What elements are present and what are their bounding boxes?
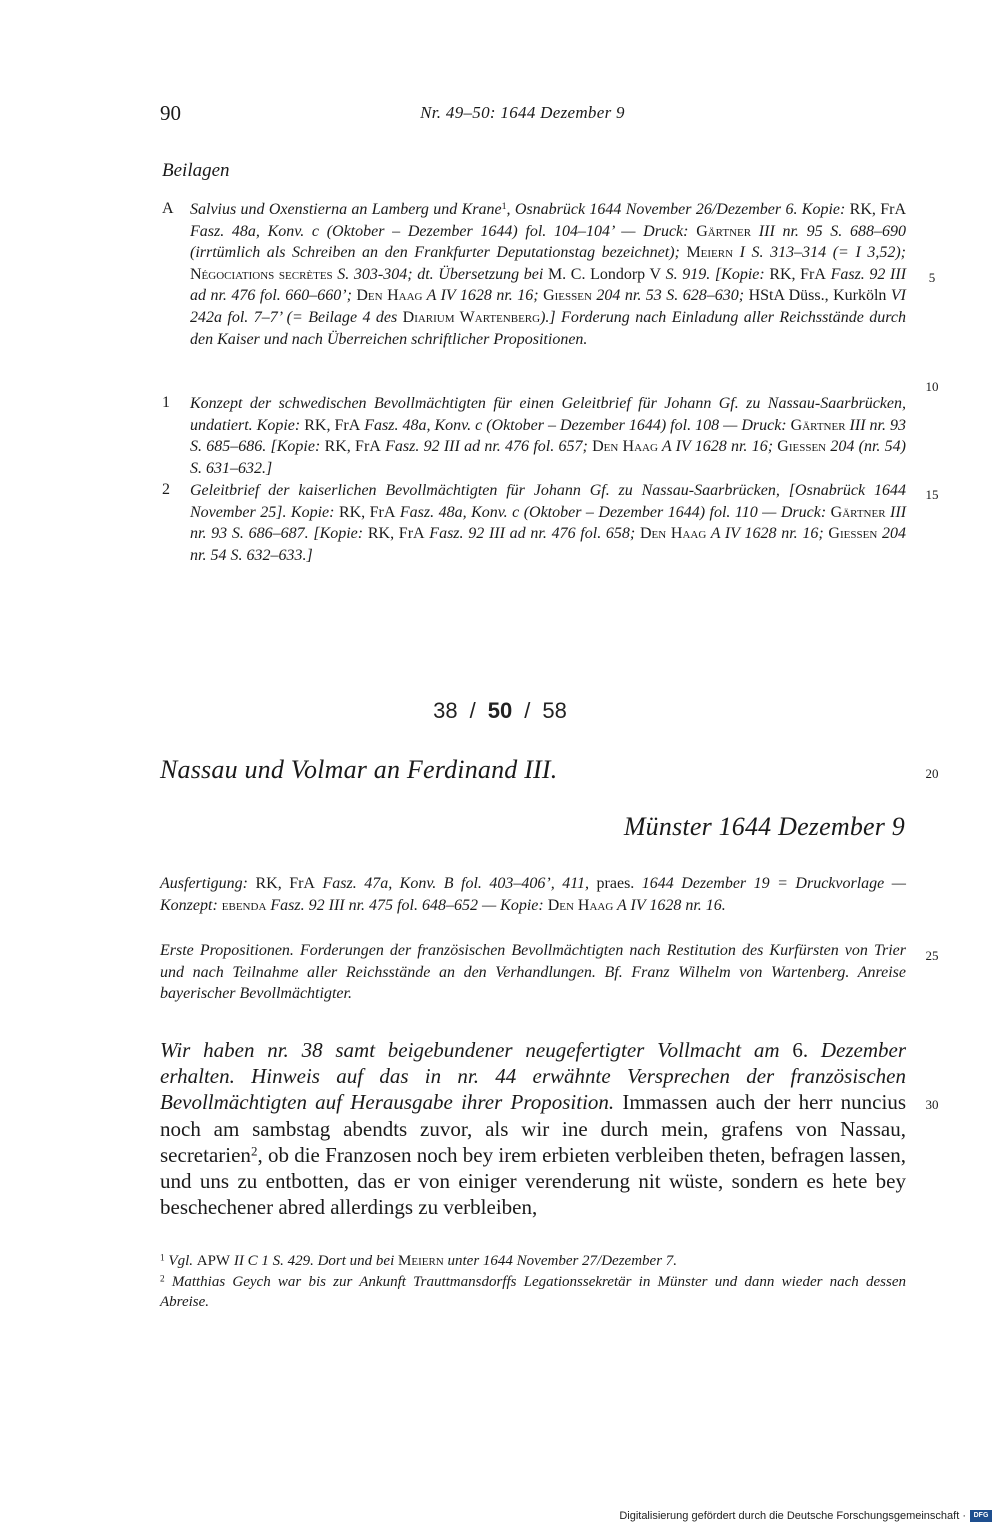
footnote-ref: 2 [250,1143,258,1159]
line-number: 30 [925,1097,939,1112]
beilagen-heading: Beilagen [162,160,230,181]
enclosure-entry: Salvius und Oxenstierna an Lamberg und Krane$^1$, Osnabrück 1644 November 26/Dezember 6. Kopie: RK, FrA Fasz. 48a, Konv. c (Oktober – Dezember 1644) fol. 104–104’ — Druck: Gärtner III nr. 95 S. 688–690 (irrtümlich als Schreiben an den Frankfurter Deputationstag bezeichnet); Meiern I S. 313–314 (= I 3,52); Négociations secrètes S. 303-304; dt. Übersetzung bei M. C. Londorp V S. 919. [Kopie: RK, FrA Fasz. 92 III ad nr. 476 fol. 660–660’; Den Haag A IV 1628 nr. 16; Giessen 204 nr. 53 S. 628–630; HStA Düss., Kurköln VI 242a fol. 7–7’ (= Beilage 4 des Diarium Wartenberg).] Forderung nach Einladung aller Reichsstände durch den Kaiser und nach Überreichen schriftlicher Propositionen. [190,201,907,348]
next-document-link[interactable]: 58 [542,698,567,723]
page-number: 90 [160,101,181,125]
document-navigation [0,698,1000,724]
document-body: Wir haben nr. 38 samt beigebundener neugefertigter Vollmacht am 6. Dezember erhalten. Hinweis auf das in nr. 44 erwähnte Versprechen der französischen Bevollmächtigten auf Herausgabe ihrer Proposition. Immassen auch der herr nuncius noch am sambstag abendts zuvor, als wir ine durch mein, grafens von Nassau, secretarien$^2$, ob die Franzosen noch bey irem erbieten verbleiben theten, befragen lassen, und uns zu entbotten, das er von einiger verenderung nit wüste, sondern es hete bey beschechener abred allerdings zu verbleiben, [160,1038,907,1220]
prev-document-link[interactable]: 38 [433,698,458,723]
footnote: $^2$ Matthias Geych war bis zur Ankunft Trauttmansdorffs Legationssekretär in Münster und dann wieder nach dessen Abreise. [160,1274,906,1310]
line-number: 5 [928,270,936,285]
footnote: $^1$ Vgl. APW II C 1 S. 429. Dort und bei Meiern unter 1644 November 27/Dezember 7. [160,1253,678,1269]
footnote-ref: 1 [501,201,507,213]
enclosure-entry: Geleitbrief der kaiserlichen Bevollmächtigten für Johann Gf. zu Nassau-Saarbrücken, [Osnabrück 1644 November 25]. Kopie: RK, FrA Fasz. 48a, Konv. c (Oktober – Dezember 1644) fol. 110 — Druck: Gärtner III nr. 93 S. 686–687. [Kopie: RK, FrA Fasz. 92 III ad nr. 476 fol. 658; Den Haag A IV 1628 nr. 16; Giessen 204 nr. 54 S. 632–633.] [190,482,907,564]
enclosure-mark: 1 [162,394,170,411]
line-number: 10 [925,379,939,394]
enclosure-mark: A [162,200,174,217]
dfg-footer-text: Digitalisierung gefördert durch die Deutsche Forschungsgemeinschaft · [619,1510,966,1522]
nav-separator: / [469,698,476,723]
enclosure-entry: Konzept der schwedischen Bevollmächtigten für einen Geleitbrief für Johann Gf. zu Nassau-Saarbrücken, undatiert. Kopie: RK, FrA Fasz. 48a, Konv. c (Oktober – Dezember 1644) fol. 108 — Druck: Gärtner III nr. 93 S. 685–686. [Kopie: RK, FrA Fasz. 92 III ad nr. 476 fol. 657; Den Haag A IV 1628 nr. 16; Giessen 204 (nr. 54) S. 631–632.] [190,395,907,477]
dfg-footer [619,1510,992,1522]
line-number: 15 [925,487,939,502]
line-number: 20 [925,766,939,781]
document-source: Ausfertigung: RK, FrA Fasz. 47a, Konv. B fol. 403–406’, 411, praes. 1644 Dezember 19 = Druckvorlage — Konzept: ebenda Fasz. 92 III nr. 475 fol. 648–652 — Kopie: Den Haag A IV 1628 nr. 16. [160,875,906,914]
enclosure-mark: 2 [162,481,170,498]
line-number: 25 [925,948,939,963]
document-place-date: Münster 1644 Dezember 9 [623,812,905,841]
document-summary: Erste Propositionen. Forderungen der französischen Bevollmächtigten nach Restitution des Kurfürsten von Trier und nach Teilnahme aller Reichsstände an den Verhandlungen. Bf. Franz Wilhelm von Wartenberg. Anreise bayerischer Bevollmächtigter. [160,942,906,1003]
current-document-number: 50 [487,698,513,723]
nav-separator: / [524,698,531,723]
document-title: Nassau und Volmar an Ferdinand III. [160,755,558,784]
dfg-logo-icon: DFG [970,1510,992,1522]
running-head: Nr. 49–50: 1644 Dezember 9 [420,103,625,122]
